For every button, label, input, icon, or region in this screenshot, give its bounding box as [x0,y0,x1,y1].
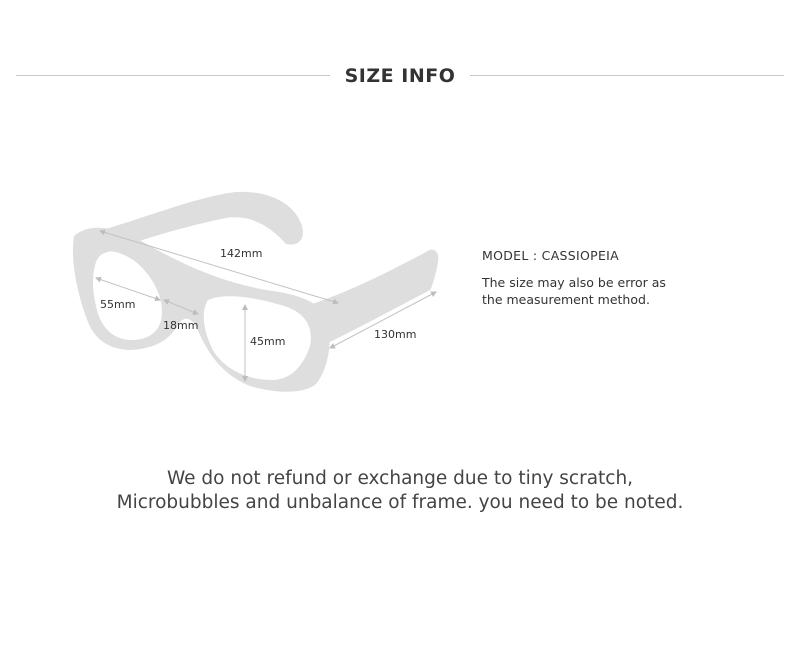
refund-notice-line-1: We do not refund or exchange due to tiny scratch, [166,468,634,489]
bridge-label: 18mm [163,319,199,332]
lens-width-label: 55mm [100,298,136,311]
size-note-line-2: the measurement method. [482,292,650,307]
size-note-line-1: The size may also be error as [482,275,666,290]
lens-width-measure-line [96,278,160,300]
section-title: SIZE INFO [344,65,456,87]
lens-height-label: 45mm [250,335,286,348]
refund-notice-line-2: Microbubbles and unbalance of frame. you need to be noted. [116,492,684,513]
temple-length-label: 130mm [374,328,417,341]
total-width-label: 142mm [220,247,263,260]
model-name: MODEL : CASSIOPEIA [482,248,620,263]
